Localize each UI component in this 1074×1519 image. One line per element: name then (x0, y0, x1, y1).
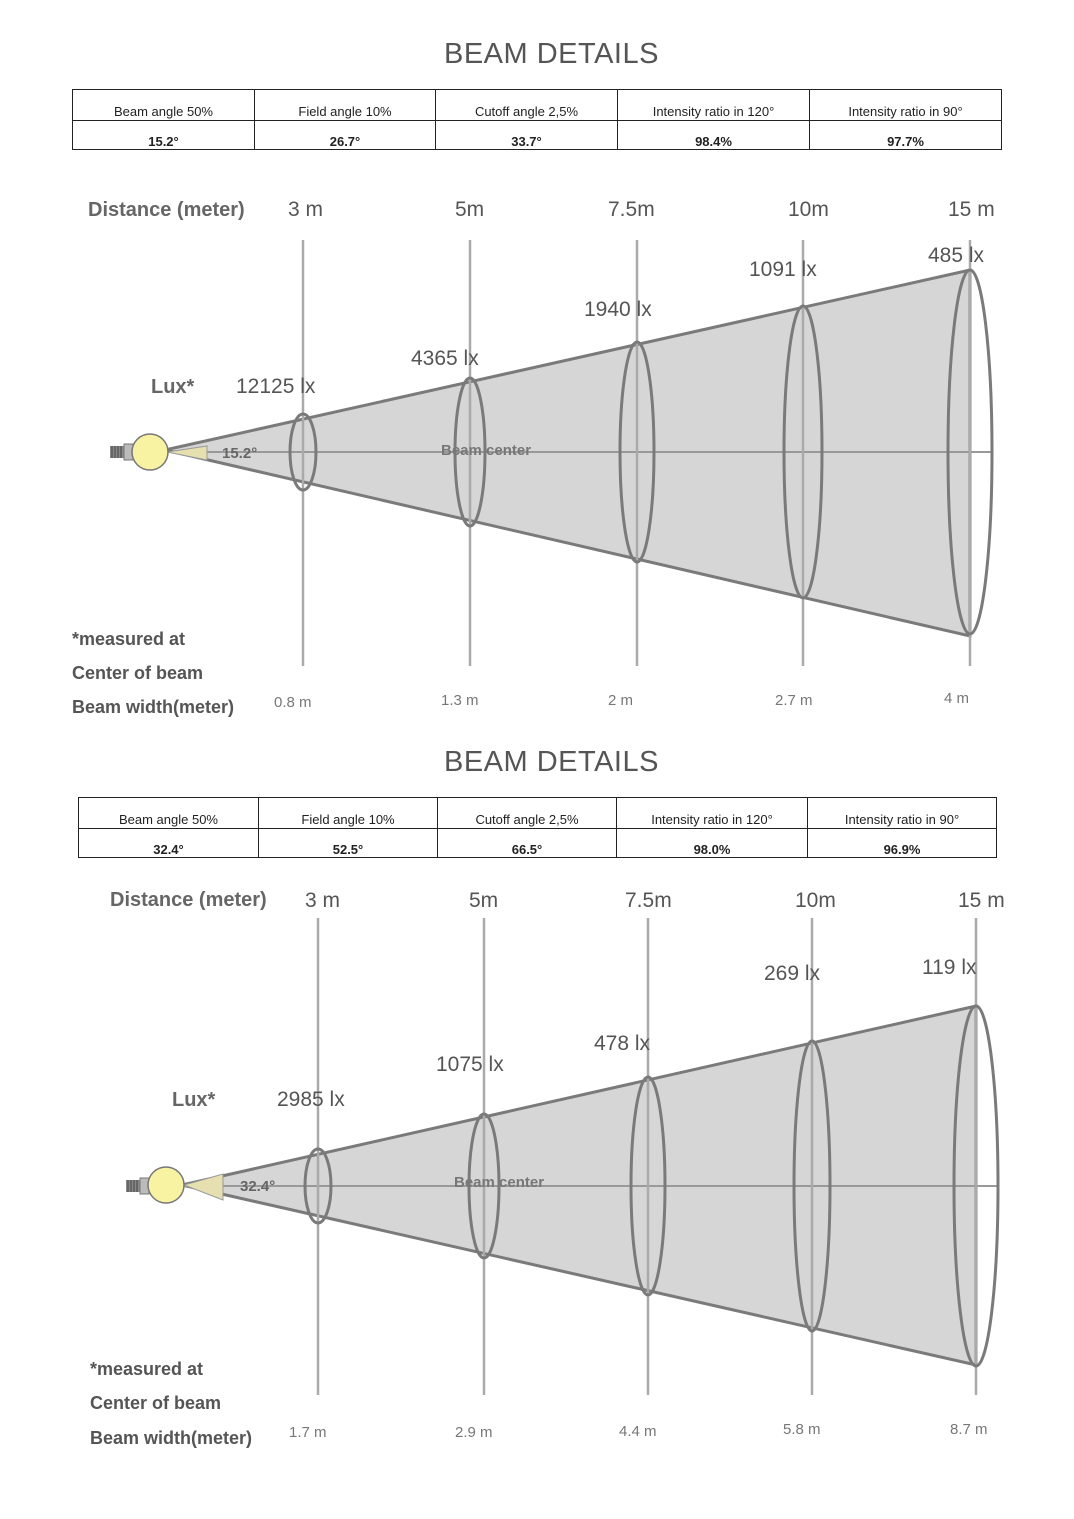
width-15m: 8.7 m (950, 1421, 988, 1438)
panel-title: BEAM DETAILS (444, 38, 659, 70)
header-intensity-90: Intensity ratio in 90° (808, 798, 997, 829)
header-intensity-90: Intensity ratio in 90° (810, 90, 1002, 121)
lux-7-5m: 1940 lx (584, 298, 652, 321)
note-center-of-beam: Center of beam (72, 663, 204, 683)
header-beam-angle: Beam angle 50% (73, 90, 255, 121)
distance-7-5m: 7.5m (608, 198, 655, 221)
header-field-angle: Field angle 10% (259, 798, 438, 829)
beam-diagram (0, 740, 1074, 1519)
width-7-5m: 2 m (608, 692, 634, 709)
note-measured-at: *measured at (90, 1359, 204, 1379)
lux-5m: 4365 lx (411, 347, 479, 370)
value-field-angle: 26.7° (255, 121, 436, 150)
beam-width-label: Beam width(meter) (72, 697, 235, 717)
distance-10m: 10m (788, 198, 829, 221)
lux-3m: 12125 lx (236, 375, 316, 398)
beam-center-label: Beam center (441, 442, 532, 459)
beam-angle-label: 32.4° (240, 1178, 276, 1195)
lux-3m: 2985 lx (277, 1088, 345, 1111)
width-15m: 4 m (944, 690, 970, 707)
distance-5m: 5m (469, 889, 499, 912)
width-3m: 0.8 m (274, 694, 312, 711)
beam-center-label: Beam center (454, 1174, 545, 1191)
lamp-bulb (148, 1167, 184, 1203)
note-measured-at: *measured at (72, 629, 186, 649)
value-intensity-90: 97.7% (810, 121, 1002, 150)
value-intensity-120: 98.4% (618, 121, 810, 150)
width-3m: 1.7 m (289, 1424, 327, 1441)
beam-width-label: Beam width(meter) (90, 1428, 253, 1448)
beam-panel-2 (0, 740, 1074, 1519)
lux-15m: 119 lx (922, 956, 977, 979)
value-field-angle: 52.5° (259, 829, 438, 858)
beam-panel-1 (0, 0, 1074, 740)
distance-3m: 3 m (305, 889, 341, 912)
lux-7-5m: 478 lx (594, 1032, 651, 1055)
distance-label: Distance (meter) (88, 199, 245, 221)
distance-15m: 15 m (958, 889, 1005, 912)
lux-10m: 269 lx (764, 962, 821, 985)
header-intensity-120: Intensity ratio in 120° (617, 798, 808, 829)
header-cutoff-angle: Cutoff angle 2,5% (438, 798, 617, 829)
header-cutoff-angle: Cutoff angle 2,5% (436, 90, 618, 121)
value-cutoff-angle: 33.7° (436, 121, 618, 150)
header-intensity-120: Intensity ratio in 120° (618, 90, 810, 121)
beam-angle-wedge (184, 1174, 223, 1200)
distance-10m: 10m (795, 889, 836, 912)
lux-5m: 1075 lx (436, 1053, 504, 1076)
width-7-5m: 4.4 m (619, 1423, 657, 1440)
value-cutoff-angle: 66.5° (438, 829, 617, 858)
header-beam-angle: Beam angle 50% (79, 798, 259, 829)
header-field-angle: Field angle 10% (255, 90, 436, 121)
note-center-of-beam: Center of beam (90, 1393, 222, 1413)
width-10m: 5.8 m (783, 1421, 821, 1438)
value-beam-angle: 15.2° (73, 121, 255, 150)
lamp-bulb (132, 434, 168, 470)
distance-3m: 3 m (288, 198, 324, 221)
value-intensity-120: 98.0% (617, 829, 808, 858)
lux-15m: 485 lx (928, 244, 985, 267)
distance-7-5m: 7.5m (625, 889, 672, 912)
lux-label: Lux* (151, 376, 195, 398)
width-10m: 2.7 m (775, 692, 813, 709)
distance-15m: 15 m (948, 198, 995, 221)
value-beam-angle: 32.4° (79, 829, 259, 858)
width-5m: 2.9 m (455, 1424, 493, 1441)
distance-label: Distance (meter) (110, 889, 267, 911)
lux-label: Lux* (172, 1089, 216, 1111)
lux-10m: 1091 lx (749, 258, 817, 281)
value-intensity-90: 96.9% (808, 829, 997, 858)
beam-angle-label: 15.2° (222, 445, 258, 462)
width-5m: 1.3 m (441, 692, 479, 709)
beam-diagram (0, 0, 1074, 740)
panel-title: BEAM DETAILS (444, 746, 659, 778)
distance-5m: 5m (455, 198, 485, 221)
